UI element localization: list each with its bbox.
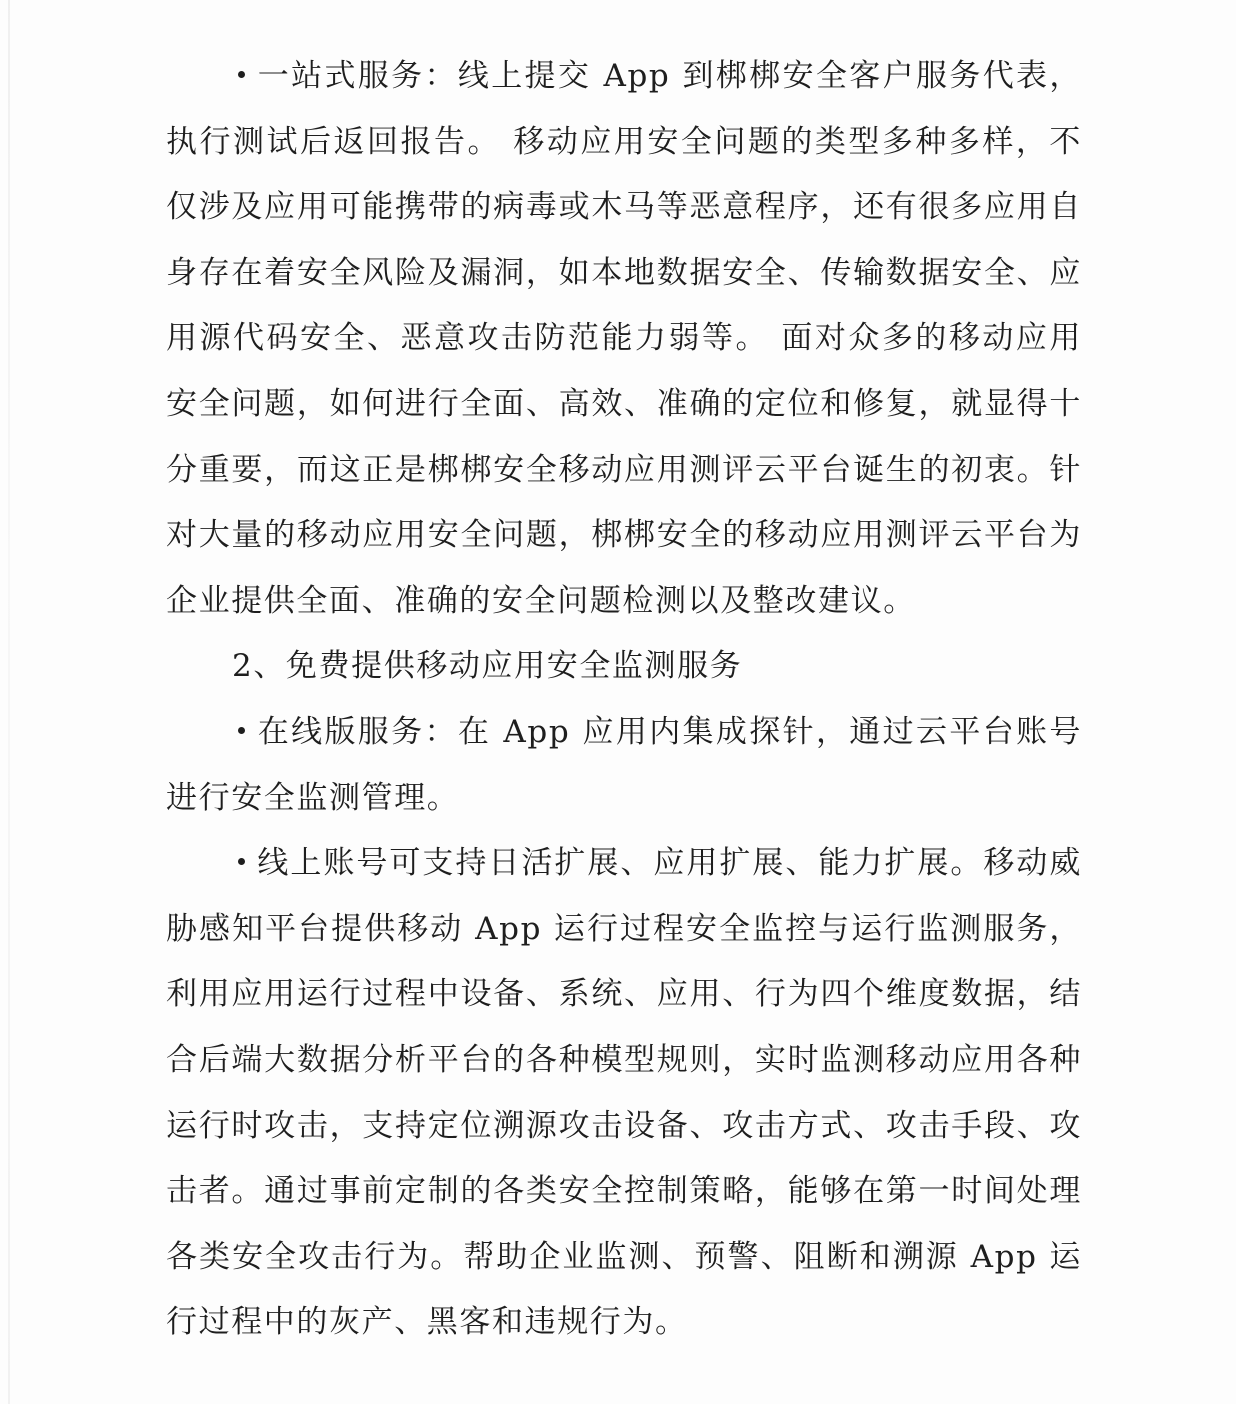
paragraph-text: 一站式服务：线上提交 App 到梆梆安全客户服务代表，执行测试后返回报告。 移动应用安全问题的类型多种多样，不仅涉及应用可能携带的病毒或木马等恶意程序，还有很多应用自身存在着安全风险及漏洞，如本地数据安全、传输数据安全、应用源代码安全、恶意攻击防范能力弱等。 面对众多的移动应用安全问题，如何进行全面、高效、准确的定位和修复，就显得十分重要，而这正是梆梆安全移动应用测评云平台诞生的初衷。针对大量的移动应用安全问题，梆梆安全的移动应用测评云平台为企业提供全面、准确的安全问题检测以及整改建议。	[166, 58, 1082, 619]
bullet-icon	[238, 858, 245, 865]
heading-text: 2、免费提供移动应用安全监测服务	[232, 648, 743, 685]
scan-edge-shadow	[8, 0, 10, 1404]
paragraph-text: 线上账号可支持日活扩展、应用扩展、能力扩展。移动威胁感知平台提供移动 App 运行过程安全监控与运行监测服务，利用应用运行过程中设备、系统、应用、行为四个维度数据，结合后端大数据分析平台的各种模型规则，实时监测移动应用各种运行时攻击，支持定位溯源攻击设备、攻击方式、攻击手段、攻击者。通过事前定制的各类安全控制策略，能够在第一时间处理各类安全攻击行为。帮助企业监测、预警、阻断和溯源 App 运行过程中的灰产、黑客和违规行为。	[166, 845, 1082, 1341]
paragraph-account-expansion	[166, 831, 1082, 1356]
paragraph-online-service	[166, 700, 1082, 831]
paragraph-one-stop-service	[166, 44, 1082, 634]
section-heading-free-monitoring	[166, 634, 1082, 700]
bullet-icon	[238, 71, 245, 78]
document-body	[166, 44, 1082, 1356]
bullet-icon	[238, 727, 245, 734]
paragraph-text: 在线版服务：在 App 应用内集成探针，通过云平台账号进行安全监测管理。	[166, 713, 1082, 816]
